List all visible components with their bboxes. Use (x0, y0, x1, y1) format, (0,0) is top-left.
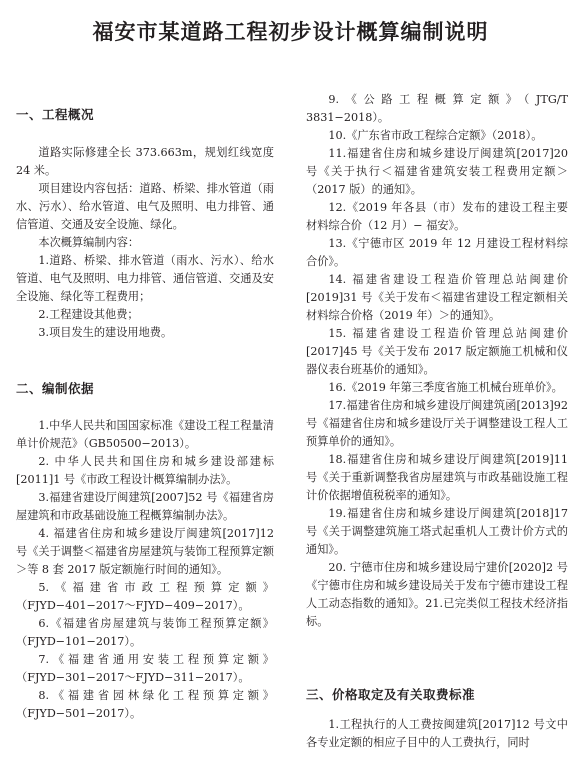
pricing-body (306, 716, 568, 752)
basis-item: 9.《公路工程概算定额》（JTG/T 3831−2018）。 (306, 93, 568, 124)
section-heading-basis: 二、编制依据 (16, 381, 95, 396)
basis-list-right (306, 91, 568, 631)
basis-item: 19.福建省住房和城乡建设厅闽建筑[2018]17 号《关于调整建筑施工塔式起重机人工费计价方式的通知》。 (306, 507, 568, 556)
basis-item: 5.《福建省市政工程预算定额》（FJYD−401−2017～FJYD−409−2017）。 (16, 581, 274, 612)
basis-item: 13.《宁德市区 2019 年 12 月建设工程材料综合价》。 (306, 237, 568, 268)
basis-item: 11.福建省住房和城乡建设厅闽建筑[2017]20 号《关于执行＜福建省建筑安装工程费用定额＞（2017 版）的通知》。 (306, 147, 568, 196)
document-title: 福安市某道路工程初步设计概算编制说明 (92, 20, 489, 44)
basis-item: 7.《福建省通用安装工程预算定额》（FJYD−301−2017～FJYD−311−2017）。 (16, 653, 274, 684)
overview-paragraph: 3.项目发生的建设用地费。 (38, 326, 173, 339)
overview-body (16, 144, 274, 342)
basis-item: 4. 福建省住房和城乡建设厅闽建筑[2017]12 号《关于调整＜福建省房屋建筑与装饰工程预算定额＞等 8 套 2017 版定额施行时间的通知》。 (16, 527, 274, 576)
basis-item: 20. 宁德市住房和城乡建设局宁建价[2020]2 号《宁德市住房和城乡建设局关于发布宁德市建设工程人工动态指数的通知》。21.已完类似工程技术经济指标。 (306, 561, 568, 628)
section-heading-overview: 一、工程概况 (16, 107, 95, 122)
basis-item: 1.中华人民共和国国家标准《建设工程工程量清单计价规范》（GB50500−2013）。 (16, 419, 274, 450)
basis-item: 10.《广东省市政工程综合定额》（2018）。 (328, 129, 543, 142)
basis-item: 6.《福建省房屋建筑与装饰工程预算定额》（FJYD−101−2017）。 (16, 617, 274, 648)
section-heading-pricing: 三、价格取定及有关取费标准 (306, 687, 476, 702)
overview-paragraph: 项目建设内容包括：道路、桥梁、排水管道（雨水、污水）、给水管道、电气及照明、电力排管、通信管道、交通及安全设施、绿化。 (16, 182, 274, 231)
basis-item: 3.福建省建设厅闽建筑[2007]52 号《福建省房屋建筑和市政基础设施工程概算编制办法》。 (16, 491, 274, 522)
overview-paragraph: 本次概算编制内容： (38, 236, 140, 249)
basis-item: 14. 福建省建设工程造价管理总站闽建价[2019]31 号《关于发布＜福建省建设工程定额相关材料综合价格（2019 年）＞的通知》。 (306, 273, 568, 322)
overview-paragraph: 2.工程建设其他费； (38, 308, 139, 321)
overview-paragraph: 1.道路、桥梁、排水管道（雨水、污水）、给水管道、电气及照明、电力排管、通信管道、交通及安全设施、绿化等工程费用； (16, 254, 274, 303)
basis-item: 18.福建省住房和城乡建设厅闽建筑[2019]11 号《关于重新调整我省房屋建筑与市政基础设施工程计价依据增值税税率的通知》。 (306, 453, 568, 502)
basis-item: 12.《2019 年各县（市）发布的建设工程主要材料综合价（12 月）− 福安》。 (306, 201, 568, 232)
basis-item: 15. 福建省建设工程造价管理总站闽建价[2017]45 号《关于发布 2017 版定额施工机械和仪器仪表台班基价的通知》。 (306, 327, 568, 376)
overview-paragraph: 道路实际修建全长 373.663m，规划红线宽度 24 米。 (16, 146, 274, 177)
basis-item: 16.《2019 年第三季度省施工机械台班单价》。 (328, 381, 563, 394)
basis-item: 2. 中华人民共和国住房和城乡建设部建标[2011]1 号《市政工程设计概算编制办法》。 (16, 455, 274, 486)
basis-item: 8.《福建省园林绿化工程预算定额》（FJYD−501−2017）。 (16, 689, 274, 720)
basis-item: 17.福建省住房和城乡建设厅闽建筑函[2013]92 号《福建省住房和城乡建设厅关于调整建设工程人工预算单价的通知》。 (306, 399, 568, 448)
pricing-paragraph: 1.工程执行的人工费按闽建筑[2017]12 号文中各专业定额的相应子目中的人工费执行，同时 (306, 718, 568, 749)
basis-list-left (16, 417, 274, 723)
